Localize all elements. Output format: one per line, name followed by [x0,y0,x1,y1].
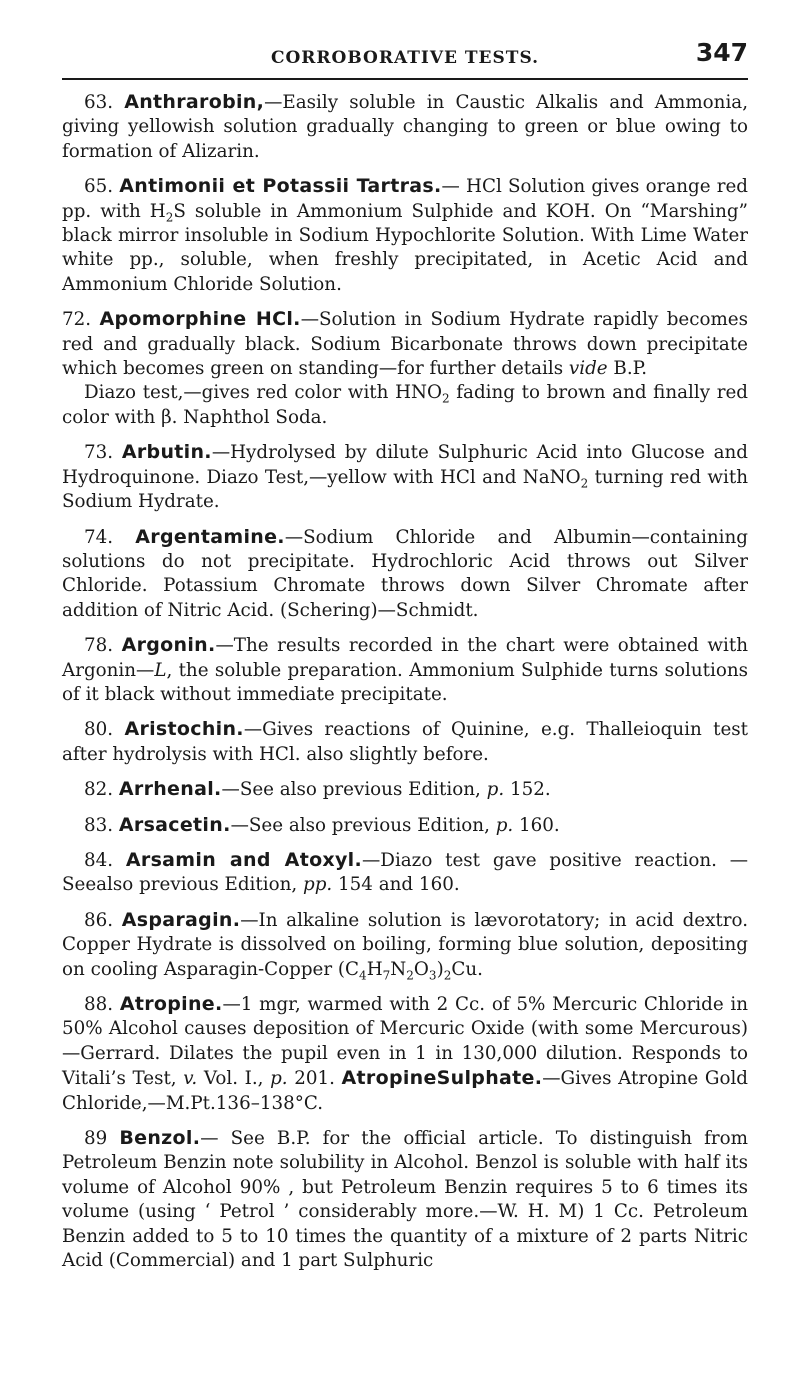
entry-title: Benzol. [119,1127,201,1150]
italic-text: p. [270,1068,288,1090]
entry-title: Arbutin. [121,441,212,464]
subscript: 7 [382,968,391,983]
italic-text: L [154,659,167,681]
subscript: 2 [165,210,174,225]
entry-text: —In alkaline solution is lævorotatory; in acid dextro. Copper Hydrate is dissolved on boiling, forming blue solution, depositing on cooling Asparagin-Copper (C [62,909,749,980]
entry-argentamine [62,525,748,624]
entry-argonin [62,633,748,707]
page-header [62,38,748,78]
entry-arbutin [62,440,748,514]
entry-atropine [62,992,748,1116]
formula-text: H [366,958,383,980]
entry-text: Diazo test,—gives red color with HNO [84,382,442,404]
entry-text: —Solution in Sodium Hydrate rapidly becomes red and gradually black. Sodium Bicarbonate throws down precipitate which becomes green on standing—for further details [62,309,749,380]
entry-title: Atropine. [119,993,223,1015]
entry-number: 78. [84,635,114,657]
italic-text: pp. [303,874,333,896]
subscript: 2 [406,968,414,983]
entry-text: Vol. I., [197,1068,271,1090]
page-number: 347 [695,38,748,67]
formula-text: N [390,958,407,980]
entry-text: 152. [504,779,551,801]
entry-text: —Gives reactions of Quinine, e.g. Thalleioquin test after hydrolysis with HCl. also slightly before. [62,719,749,765]
entry-asparagin [62,908,748,982]
entry-title: Asparagin. [121,908,241,931]
italic-text: vide [568,358,608,380]
subscript: 4 [359,968,367,983]
entry-number: 86. [84,909,114,931]
entry-number: 82. [84,779,114,801]
page-body [62,90,748,1283]
entry-subtitle: AtropineSulphate. [341,1067,543,1090]
entry-text: —Hydrolysed by dilute Sulphuric Acid into Glucose and Hydroquinone. Diazo Test,—yellow with HCl and NaNO [62,442,748,488]
entry-title: Antimonii et Potassii Tartras. [119,175,442,198]
entry-number: 63. [84,92,114,113]
subscript: 3 [428,968,437,983]
entry-arrhenal [62,777,748,802]
entry-number: 84. [84,849,114,871]
entry-text: B.P. [607,358,648,380]
formula-text: ) [436,958,444,980]
running-title: CORROBORATIVE TESTS. [270,48,540,68]
entry-text: —See also previous Edition, [230,814,496,836]
entry-text: —1 mgr, warmed with 2 Cc. of 5% Mercuric Chloride in 50% Alcohol causes deposition of Mercuric Oxide (with some Mercurous)—Gerrard. Dilates the pupil even in 1 in 130,000 dilution. Responds to Vitali’s Test, [62,994,749,1090]
entry-arsamin-atoxyl [62,848,748,898]
entry-apomorphine [62,307,748,430]
entry-text: 160. [513,814,560,836]
entry-title: Argentamine. [135,525,285,548]
entry-text: 201. [287,1068,342,1090]
italic-text: v. [183,1068,198,1090]
formula-text: Cu. [451,958,483,980]
entry-title: Aristochin. [124,718,244,741]
formula-text: O [413,958,429,980]
entry-text: S soluble in Ammonium Sulphide and KOH. On “Marshing” black mirror insoluble in Sodium Hypochlorite Solution. With Lime Water white pp., soluble, when freshly precipitated, in Acetic Acid and Ammonium Chloride Solution. [62,200,748,295]
entry-text: —Diazo test gave positive reaction. —Seealso previous Edition, [62,849,748,896]
entry-text: fading to brown and finally red color with β. Naphthol Soda. [62,382,748,428]
entry-number: 89 [84,1128,108,1150]
entry-text: —Gives Atropine Gold Chloride,—M.Pt.136–138°C. [62,1068,748,1114]
entry-text: turning red with Sodium Hydrate. [62,466,748,513]
entry-number: 73. [84,442,114,464]
entry-title: Arsacetin. [118,813,231,836]
entry-paragraph [62,381,748,430]
entry-text: — HCl Solution gives orange red pp. with H [62,176,748,222]
entry-antimonii [62,174,748,297]
entry-benzol [62,1126,748,1273]
entry-number: 83. [84,814,114,836]
header-rule [62,78,748,80]
entry-title: Arsamin and Atoxyl. [125,848,362,871]
entry-paragraph [62,307,748,381]
italic-text: p. [495,814,514,836]
entry-text: —The results recorded in the chart were obtained with Argonin— [62,635,749,681]
entry-number: 88. [84,994,114,1015]
entry-number: 65. [84,176,114,198]
entry-text: — See B.P. for the official article. To distinguish from Petroleum Benzin note solubility in Alcohol. Benzol is soluble with half its volume of Alcohol 90% , but Petroleum Benzin requires 5 to 6 times its volume (using ‘ Petrol ’ considerably more.—W. H. M) 1 Cc. Petroleum Benzin added to 5 to 10 times the quantity of a mixture of 2 parts Nitric Acid (Commercial) and 1 part Sulphuric [62,1128,748,1272]
entry-anthrarobin [62,90,748,164]
entry-number: 80. [84,719,114,741]
italic-text: p. [486,779,505,801]
entry-title: Anthrarobin, [124,91,265,113]
entry-arsacetin [62,813,748,838]
entry-text: , the soluble preparation. Ammonium Sulphide turns solutions of it black without immediate precipitate. [62,659,748,705]
subscript: 2 [442,392,450,407]
subscript: 2 [443,968,452,983]
entry-title: Argonin. [121,634,216,657]
entry-text: —Easily soluble in Caustic Alkalis and Ammonia, giving yellowish solution gradually changing to green or blue owing to formation of Alizarin. [62,92,749,162]
entry-aristochin [62,717,748,767]
entry-text: 154 and 160. [332,874,460,896]
entry-text: —See also previous Edition, [221,779,487,801]
entry-title: Apomorphine HCl. [99,308,301,331]
entry-number: 74. [84,526,114,548]
entry-text: —Sodium Chloride and Albumin—containing solutions do not precipitate. Hydrochloric Acid throws out Silver Chloride. Potassium Chromate throws down Silver Chromate after addition of Nitric Acid. (Schering)—Schmidt. [62,526,748,621]
entry-title: Arrhenal. [118,778,222,801]
subscript: 2 [580,476,589,491]
entry-number: 72. [62,309,92,331]
